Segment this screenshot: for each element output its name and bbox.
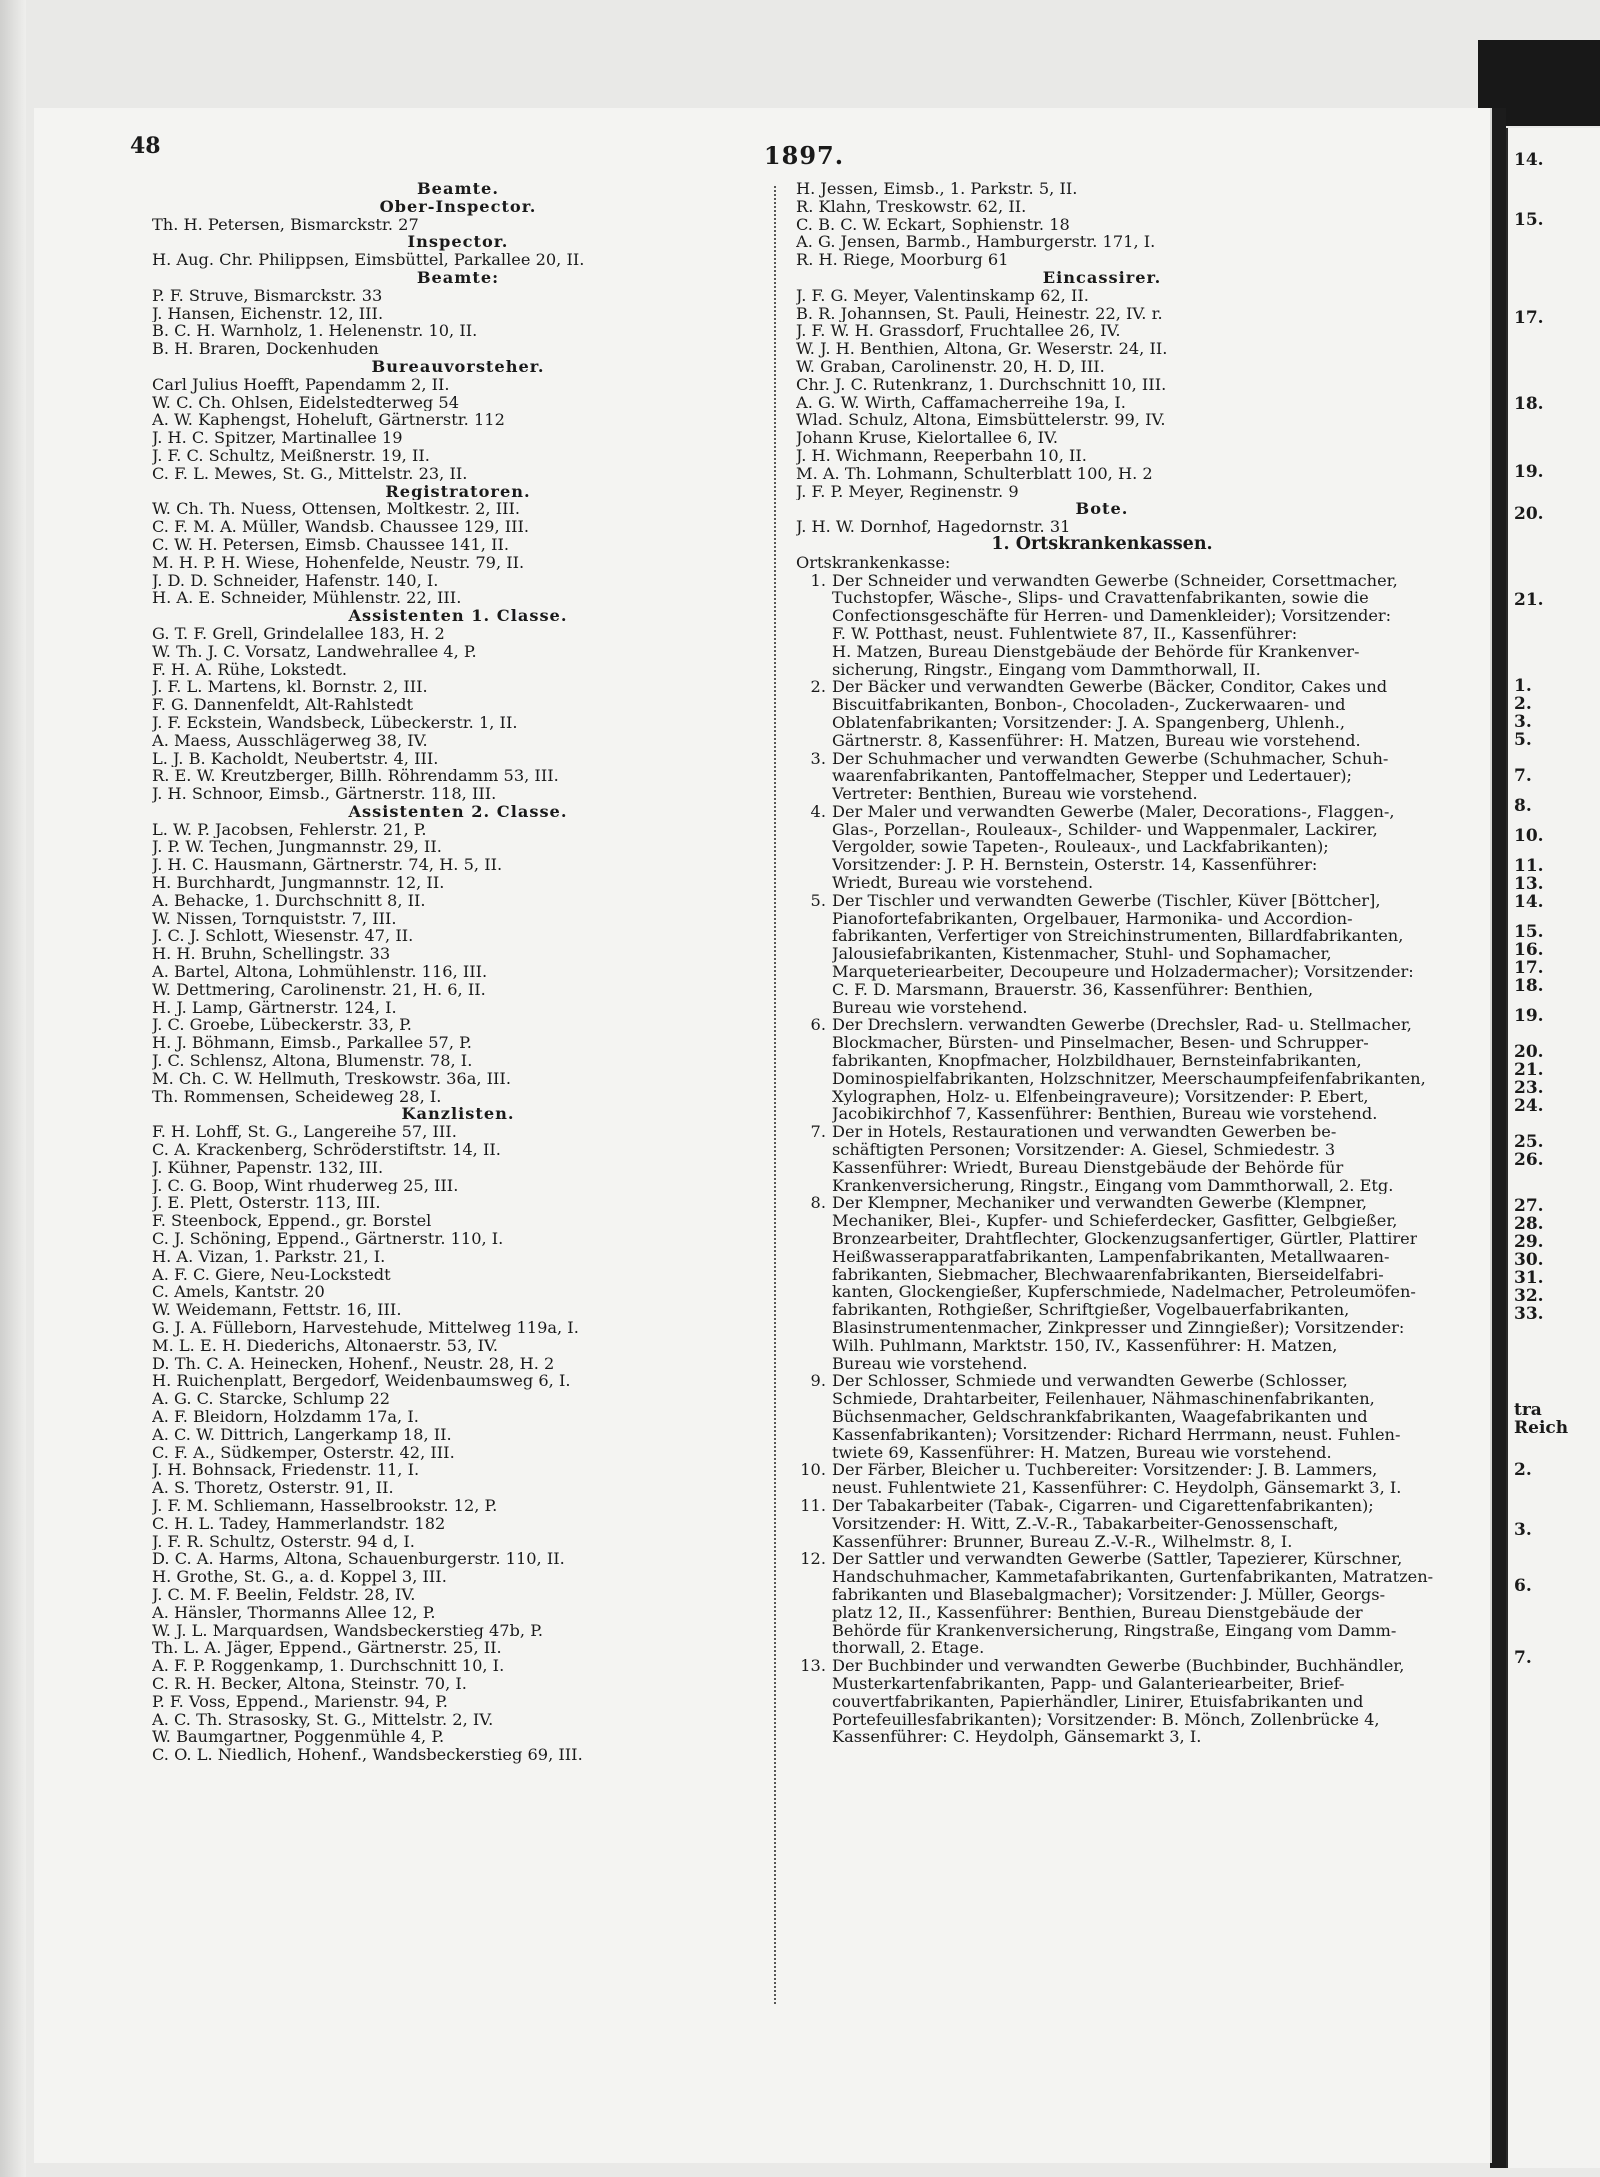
entry-line: Wriedt, Bureau wie vorstehend. — [832, 874, 1094, 892]
directory-line: B. H. Braren, Dockenhuden — [152, 340, 379, 358]
entry-line: Der Maler und verwandten Gewerbe (Maler, Decorations-, Flaggen-, — [832, 802, 1395, 821]
krankenkasse-entry — [796, 1193, 1418, 1373]
entry-number: 11. — [800, 1495, 826, 1515]
adjacent-page-fragment: 28. — [1514, 1214, 1544, 1234]
directory-line: H. Burchhardt, Jungmannstr. 12, II. — [152, 874, 445, 892]
adjacent-page-fragment: 23. — [1514, 1078, 1544, 1098]
entry-line: C. F. D. Marsmann, Brauerstr. 36, Kassenführer: Benthien, — [832, 980, 1314, 999]
section-heading: Eincassirer. — [1042, 268, 1162, 287]
directory-line: M. H. P. H. Wiese, Hohenfelde, Neustr. 79, II. — [152, 553, 525, 572]
entry-text — [832, 1194, 1417, 1372]
directory-line: Johann Kruse, Kielortallee 6, IV. — [796, 429, 1059, 447]
directory-line: C. B. C. W. Eckart, Sophienstr. 18 — [796, 215, 1070, 234]
krankenkasse-entry — [796, 1015, 1426, 1124]
krankenkasse-entry — [796, 1497, 1408, 1550]
entry-line: Vorsitzender: H. Witt, Z.-V.-R., Tabakarbeiter-Genossenschaft, — [832, 1514, 1339, 1533]
directory-line: J. F. G. Meyer, Valentinskamp 62, II. — [796, 286, 1089, 305]
directory-line: J. F. Eckstein, Wandsbeck, Lübeckerstr. 1, II. — [152, 713, 518, 732]
directory-line: J. C. J. Schlott, Wiesenstr. 47, II. — [152, 927, 414, 946]
entry-line: Der Tabakarbeiter (Tabak-, Cigarren- und Cigarettenfabrikanten); — [832, 1496, 1374, 1515]
adjacent-page-fragment: 14. — [1514, 150, 1544, 170]
section-heading: Ober-Inspector. — [379, 197, 537, 216]
directory-line: C. W. H. Petersen, Eimsb. Chaussee 141, II. — [152, 535, 510, 554]
entry-number: 7. — [810, 1122, 826, 1142]
adjacent-page-fragment: 15. — [1514, 210, 1544, 230]
entry-line: Oblatenfabrikanten; Vorsitzender: J. A. Spangenberg, Uhlenh., — [832, 713, 1346, 732]
entry-number: 1. — [810, 570, 826, 590]
adjacent-page-fragment: 20. — [1514, 504, 1544, 524]
entry-line: Der Sattler und verwandten Gewerbe (Sattler, Tapezierer, Kürschner, — [832, 1550, 1403, 1569]
adjacent-page-fragment: 31. — [1514, 1268, 1544, 1288]
entry-line: Der Buchbinder und verwandten Gewerbe (Buchbinder, Buchhändler, — [832, 1657, 1405, 1675]
krankenkasse-entry — [796, 1657, 1408, 1746]
entry-line: schäftigten Personen; Vorsitzender: A. Giesel, Schmiedestr. 3 — [832, 1141, 1336, 1159]
entry-number: 8. — [810, 1193, 826, 1213]
entry-text — [832, 1550, 1433, 1657]
directory-line: Th. L. A. Jäger, Eppend., Gärtnerstr. 25, II. — [152, 1639, 502, 1658]
directory-line: C. J. Schöning, Eppend., Gärtnerstr. 110, I. — [152, 1230, 504, 1248]
entry-number: 10. — [800, 1460, 826, 1480]
directory-line: D. Th. C. A. Heinecken, Hohenf., Neustr. 28, H. 2 — [152, 1354, 555, 1373]
directory-line: D. C. A. Harms, Altona, Schauenburgerstr. 110, II. — [152, 1550, 565, 1569]
section-heading: Registratoren. — [385, 482, 531, 501]
directory-line: R. Klahn, Treskowstr. 62, II. — [796, 197, 1027, 216]
adjacent-page-fragment: 15. — [1514, 922, 1544, 942]
adjacent-page-fragment: 5. — [1514, 730, 1532, 750]
adjacent-page-fragment: 2. — [1514, 1460, 1532, 1480]
adjacent-page-fragment: 26. — [1514, 1150, 1544, 1170]
entry-line: platz 12, II., Kassenführer: Benthien, Bureau Dienstgebäude der — [832, 1603, 1363, 1622]
directory-line: A. Hänsler, Thormanns Allee 12, P. — [152, 1603, 436, 1622]
entry-line: Xylographen, Holz- u. Elfenbeingraveure); Vorsitzender: P. Ebert, — [832, 1087, 1369, 1106]
directory-line: H. A. E. Schneider, Mühlenstr. 22, III. — [152, 589, 462, 608]
entry-line: H. Matzen, Bureau Dienstgebäude der Behörde für Krankenver- — [832, 642, 1360, 661]
adjacent-page-fragment: 8. — [1514, 796, 1532, 816]
directory-line: C. O. L. Niedlich, Hohenf., Wandsbeckerstieg 69, III. — [152, 1746, 583, 1764]
adjacent-page-fragment: 18. — [1514, 394, 1544, 414]
directory-line: A. G. W. Wirth, Caffamacherreihe 19a, I. — [796, 393, 1126, 412]
entry-line: Vergolder, sowie Tapeten-, Rouleaux-, und Lackfabrikanten); — [832, 838, 1329, 857]
directory-line: W. C. Ch. Ohlsen, Eidelstedterweg 54 — [152, 393, 460, 412]
directory-line: Ortskrankenkasse: — [796, 553, 951, 572]
directory-line: J. Hansen, Eichenstr. 12, III. — [152, 304, 384, 323]
krankenkasse-entry — [796, 1372, 1408, 1461]
krankenkasse-entry — [796, 890, 1414, 1017]
entry-text — [832, 1497, 1408, 1550]
entry-line: fabrikanten und Blasebalgmacher); Vorsitzender: J. Müller, Georgs- — [832, 1585, 1386, 1604]
entry-number: 12. — [800, 1549, 826, 1569]
directory-line: A. G. C. Starcke, Schlump 22 — [152, 1390, 391, 1408]
adjacent-page-fragment: 3. — [1514, 712, 1532, 732]
entry-line: neust. Fuhlentwiete 21, Kassenführer: C. Heydolph, Gänsemarkt 3, I. — [832, 1479, 1402, 1497]
directory-line: J. H. Bohnsack, Friedenstr. 11, I. — [152, 1461, 420, 1480]
adjacent-page-fragment: 6. — [1514, 1576, 1532, 1596]
directory-line: C. R. H. Becker, Altona, Steinstr. 70, I. — [152, 1674, 467, 1693]
entry-text — [832, 1461, 1408, 1497]
entry-line: Der Schuhmacher und verwandten Gewerbe (Schuhmacher, Schuh- — [832, 749, 1389, 768]
entry-line: F. W. Potthast, neust. Fuhlentwiete 87, II., Kassenführer: — [832, 624, 1298, 643]
adjacent-page-fragment: 18. — [1514, 976, 1544, 996]
entry-line: Heißwasserapparatfabrikanten, Lampenfabrikanten, Metallwaaren- — [832, 1247, 1390, 1266]
krankenkasse-entry — [796, 803, 1408, 892]
column-divider — [774, 186, 776, 2004]
directory-line: A. F. P. Roggenkamp, 1. Durchschnitt 10, I. — [152, 1657, 505, 1675]
entry-line: Biscuitfabrikanten, Bonbon-, Chocoladen-, Zuckerwaaren- und — [832, 696, 1346, 714]
directory-line: A. F. C. Giere, Neu-Lockstedt — [152, 1265, 391, 1284]
entry-line: Glas-, Porzellan-, Rouleaux-, Schilder- und Wappenmaler, Lackirer, — [832, 820, 1378, 839]
directory-line: J. F. W. H. Grassdorf, Fruchtallee 26, IV. — [796, 322, 1121, 341]
directory-line: B. C. H. Warnholz, 1. Helenenstr. 10, II. — [152, 322, 478, 341]
directory-line: W. Ch. Th. Nuess, Ottensen, Moltkestr. 2, III. — [152, 500, 521, 519]
entry-number: 5. — [810, 890, 826, 910]
directory-line: F. H. A. Rühe, Lokstedt. — [152, 660, 348, 679]
entry-line: fabrikanten, Verfertiger von Streichinstrumenten, Billardfabrikanten, — [832, 927, 1404, 946]
adjacent-page-fragment: 19. — [1514, 462, 1544, 482]
directory-line: J. F. C. Schultz, Meißnerstr. 19, II. — [152, 446, 430, 465]
right-column — [796, 180, 1434, 1747]
directory-line: A. F. Bleidorn, Holzdamm 17a, I. — [152, 1407, 419, 1426]
adjacent-page-fragment: 7. — [1514, 766, 1532, 786]
directory-line: J. H. C. Hausmann, Gärtnerstr. 74, H. 5, II. — [152, 856, 503, 875]
directory-line: L. W. P. Jacobsen, Fehlerstr. 21, P. — [152, 820, 427, 839]
section-heading: Assistenten 2. Classe. — [348, 802, 568, 821]
adjacent-page-fragment: 17. — [1514, 958, 1544, 978]
directory-line: P. F. Struve, Bismarckstr. 33 — [152, 286, 383, 305]
directory-line: J. H. Wichmann, Reeperbahn 10, II. — [796, 446, 1087, 465]
krankenkasse-entry — [796, 572, 1408, 679]
directory-line: J. H. C. Spitzer, Martinallee 19 — [152, 429, 403, 447]
directory-line: J. F. R. Schultz, Osterstr. 94 d, I. — [152, 1532, 415, 1551]
section-heading: Bote. — [1075, 500, 1129, 519]
directory-line: W. J. H. Benthien, Altona, Gr. Weserstr. 24, II. — [796, 340, 1168, 358]
directory-line: J. E. Plett, Osterstr. 113, III. — [152, 1194, 381, 1213]
directory-line: A. W. Kaphengst, Hoheluft, Gärtnerstr. 112 — [152, 411, 505, 430]
directory-line: C. Amels, Kantstr. 20 — [152, 1283, 325, 1302]
book-gutter — [1490, 108, 1506, 2168]
directory-line: A. Bartel, Altona, Lohmühlenstr. 116, III. — [152, 963, 488, 981]
section-heading: Kanzlisten. — [401, 1105, 515, 1124]
entry-number: 6. — [810, 1015, 826, 1035]
entry-line: Wilh. Puhlmann, Marktstr. 150, IV., Kassenführer: H. Matzen, — [832, 1336, 1338, 1355]
directory-line: Th. H. Petersen, Bismarckstr. 27 — [152, 215, 419, 234]
adjacent-page-fragment: 2. — [1514, 694, 1532, 714]
directory-line: H. Jessen, Eimsb., 1. Parkstr. 5, II. — [796, 180, 1078, 198]
directory-line: F. H. Lohff, St. G., Langereihe 57, III. — [152, 1123, 457, 1142]
entry-line: Der Schneider und verwandten Gewerbe (Schneider, Corsettmacher, — [832, 571, 1398, 590]
directory-line: H. A. Vizan, 1. Parkstr. 21, I. — [152, 1247, 386, 1266]
section-heading: Assistenten 1. Classe. — [348, 607, 568, 625]
adjacent-page-fragment: 27. — [1514, 1196, 1544, 1216]
adjacent-page-fragment: 3. — [1514, 1520, 1532, 1540]
directory-line: P. F. Voss, Eppend., Marienstr. 94, P. — [152, 1692, 448, 1711]
section-heading: Inspector. — [407, 233, 509, 252]
page-year-heading: 1897. — [763, 141, 845, 170]
adjacent-page-fragment: 19. — [1514, 1006, 1544, 1026]
directory-line: M. A. Th. Lohmann, Schulterblatt 100, H. 2 — [796, 464, 1153, 483]
entry-line: Jalousiefabrikanten, Kistenmacher, Stuhl- und Sophamacher, — [832, 945, 1332, 964]
directory-line: J. H. Schnoor, Eimsb., Gärtnerstr. 118, III. — [152, 785, 497, 803]
entry-line: Bureau wie vorstehend. — [832, 1354, 1028, 1373]
adjacent-page-fragment: 13. — [1514, 874, 1544, 894]
entry-line: Krankenversicherung, Ringstr., Eingang vom Dammthorwall, 2. Etg. — [832, 1176, 1394, 1195]
adjacent-page-fragment: 30. — [1514, 1250, 1544, 1270]
entry-line: Der Klempner, Mechaniker und verwandten Gewerbe (Klempner, — [832, 1194, 1367, 1213]
entry-line: Bureau wie vorstehend. — [832, 998, 1028, 1017]
entry-text — [832, 1016, 1426, 1123]
directory-line: C. F. A., Südkemper, Osterstr. 42, III. — [152, 1443, 455, 1462]
entry-line: fabrikanten, Siebmacher, Blechwaarenfabrikanten, Bierseidelfabri- — [832, 1265, 1384, 1284]
entry-line: Der Bäcker und verwandten Gewerbe (Bäcker, Conditor, Cakes und — [832, 678, 1388, 697]
entry-line: Blasinstrumentenmacher, Zinkpresser und Zinngießer); Vorsitzender: — [832, 1319, 1405, 1337]
entry-line: fabrikanten, Knopfmacher, Holzbildhauer, Bernsteinfabrikanten, — [832, 1052, 1362, 1070]
entry-number: 13. — [800, 1656, 826, 1676]
entry-line: Jacobikirchhof 7, Kassenführer: Benthien, Bureau wie vorstehend. — [832, 1105, 1378, 1124]
directory-line: J. F. P. Meyer, Reginenstr. 9 — [796, 482, 1019, 501]
entry-number: 9. — [810, 1371, 826, 1391]
adjacent-page-fragment: 20. — [1514, 1042, 1544, 1062]
entry-number: 3. — [810, 748, 826, 768]
page-number: 48 — [130, 133, 161, 159]
entry-line: twiete 69, Kassenführer: H. Matzen, Bureau wie vorstehend. — [832, 1443, 1332, 1462]
entry-number: 2. — [810, 677, 826, 697]
entry-line: Der Färber, Bleicher u. Tuchbereiter: Vorsitzender: J. B. Lammers, — [832, 1461, 1378, 1480]
entry-text — [832, 1372, 1408, 1461]
adjacent-page-fragment: 25. — [1514, 1132, 1544, 1152]
section-heading: Beamte. — [416, 180, 499, 198]
adjacent-page-fragment: 10. — [1514, 826, 1544, 846]
directory-line: F. Steenbock, Eppend., gr. Borstel — [152, 1212, 432, 1231]
directory-line: Carl Julius Hoefft, Papendamm 2, II. — [152, 375, 450, 394]
directory-line: J. C. M. F. Beelin, Feldstr. 28, IV. — [152, 1585, 416, 1604]
directory-line: R. H. Riege, Moorburg 61 — [796, 251, 1009, 269]
entry-line: Dominospielfabrikanten, Holzschnitzer, Meerschaumpfeifenfabrikanten, — [832, 1069, 1426, 1088]
adjacent-page-fragment: 21. — [1514, 1060, 1544, 1080]
entry-line: Portefeuillesfabrikanten); Vorsitzender: B. Mönch, Zollenbrücke 4, — [832, 1710, 1380, 1729]
entry-line: Tuchstopfer, Wäsche-, Slips- und Cravattenfabrikanten, sowie die — [832, 589, 1369, 608]
directory-line: A. C. Th. Strasosky, St. G., Mittelstr. 2, IV. — [152, 1710, 494, 1729]
entry-line: Marqueteriearbeiter, Decoupeure und Holzadermacher); Vorsitzender: — [832, 963, 1414, 981]
directory-line: L. J. B. Kacholdt, Neubertstr. 4, III. — [152, 749, 439, 768]
directory-line: H. Grothe, St. G., a. d. Koppel 3, III. — [152, 1568, 447, 1586]
directory-line: Th. Rommensen, Scheideweg 28, I. — [152, 1087, 442, 1106]
krankenkasse-entry — [796, 1123, 1408, 1194]
krankenkasse-entry — [796, 1461, 1408, 1497]
krankenkasse-entry — [796, 1549, 1434, 1658]
directory-line: H. Aug. Chr. Philippsen, Eimsbüttel, Parkallee 20, II. — [152, 251, 585, 269]
adjacent-page-fragment: 11. — [1514, 856, 1544, 876]
entry-line: Confectionsgeschäfte für Herren- und Damenkleider); Vorsitzender: — [832, 607, 1392, 625]
adjacent-page-fragment: tra — [1514, 1400, 1542, 1420]
entry-line: couvertfabrikanten, Papierhändler, Linirer, Etuisfabrikanten und — [832, 1692, 1364, 1711]
directory-line: H. J. Lamp, Gärtnerstr. 124, I. — [152, 998, 397, 1017]
entry-line: Der in Hotels, Restaurationen und verwandten Gewerben be- — [832, 1123, 1337, 1142]
directory-line: C. H. L. Tadey, Hammerlandstr. 182 — [152, 1514, 446, 1533]
directory-line: F. G. Dannenfeldt, Alt-Rahlstedt — [152, 696, 413, 714]
entry-line: waarenfabrikanten, Pantoffelmacher, Stepper und Ledertauer); — [832, 767, 1352, 786]
entry-line: Der Drechslern. verwandten Gewerbe (Drechsler, Rad- u. Stellmacher, — [832, 1016, 1412, 1035]
section-heading: 1. Ortskrankenkassen. — [991, 535, 1213, 554]
left-column — [152, 180, 764, 1764]
directory-line: H. H. Bruhn, Schellingstr. 33 — [152, 945, 391, 964]
directory-line: M. Ch. C. W. Hellmuth, Treskowstr. 36a, III. — [152, 1069, 511, 1088]
entry-line: Gärtnerstr. 8, Kassenführer: H. Matzen, Bureau wie vorstehend. — [832, 731, 1361, 750]
krankenkasse-entry — [796, 750, 1408, 803]
directory-line: W. Nissen, Tornquiststr. 7, III. — [152, 909, 397, 928]
entry-text — [832, 1123, 1408, 1194]
adjacent-page-fragment: 14. — [1514, 892, 1544, 912]
directory-line: J. C. Groebe, Lübeckerstr. 33, P. — [152, 1016, 412, 1035]
directory-line: G. T. F. Grell, Grindelallee 183, H. 2 — [152, 624, 445, 643]
entry-line: Blockmacher, Bürsten- und Pinselmacher, Besen- und Schrupper- — [832, 1034, 1369, 1053]
entry-text — [832, 1657, 1408, 1746]
entry-line: kanten, Glockengießer, Kupferschmiede, Nadelmacher, Petroleumöfen- — [832, 1283, 1416, 1302]
entry-line: Pianofortefabrikanten, Orgelbauer, Harmonika- und Accordion- — [832, 909, 1353, 928]
directory-line: M. L. E. H. Diederichs, Altonaerstr. 53, IV. — [152, 1336, 498, 1355]
section-heading: Beamte: — [416, 268, 500, 287]
entry-line: sicherung, Ringstr., Eingang vom Dammthorwall, II. — [832, 660, 1261, 679]
directory-line: W. Weidemann, Fettstr. 16, III. — [152, 1301, 402, 1319]
entry-text — [832, 750, 1408, 803]
directory-line: H. J. Böhmann, Eimsb., Parkallee 57, P. — [152, 1034, 472, 1053]
directory-line: J. D. D. Schneider, Hafenstr. 140, I. — [152, 571, 439, 590]
entry-line: thorwall, 2. Etage. — [832, 1639, 985, 1658]
directory-line: J. F. L. Martens, kl. Bornstr. 2, III. — [152, 678, 428, 697]
directory-line: W. Graban, Carolinenstr. 20, H. D, III. — [796, 357, 1105, 376]
entry-line: Büchsenmacher, Geldschrankfabrikanten, Waagefabrikanten und — [832, 1407, 1368, 1426]
entry-line: Bronzearbeiter, Drahtflechter, Glockenzugsanfertiger, Gürtler, Plattirer — [832, 1230, 1418, 1248]
directory-line: A. C. W. Dittrich, Langerkamp 18, II. — [152, 1425, 452, 1444]
adjacent-page-fragment: 32. — [1514, 1286, 1544, 1306]
entry-line: Der Schlosser, Schmiede und verwandten Gewerbe (Schlosser, — [832, 1372, 1348, 1391]
entry-line: Kassenführer: Brunner, Bureau Z.-V.-R., Wilhelmstr. 8, I. — [832, 1532, 1293, 1551]
directory-line: B. R. Johannsen, St. Pauli, Heinestr. 22, IV. r. — [796, 304, 1163, 323]
entry-line: Kassenführer: Wriedt, Bureau Dienstgebäude der Behörde für — [832, 1158, 1344, 1177]
adjacent-page-fragment: 21. — [1514, 590, 1544, 610]
scan-background — [0, 0, 26, 2177]
directory-line: A. Behacke, 1. Durchschnitt 8, II. — [152, 891, 426, 910]
directory-line: W. Th. J. C. Vorsatz, Landwehrallee 4, P. — [152, 642, 477, 661]
directory-line: C. F. M. A. Müller, Wandsb. Chaussee 129, III. — [152, 518, 530, 536]
section-heading: Bureauvorsteher. — [371, 357, 545, 376]
adjacent-page-fragment: Reich — [1514, 1418, 1569, 1438]
entry-line: Musterkartenfabrikanten, Papp- und Galanteriearbeiter, Brief- — [832, 1674, 1345, 1693]
entry-line: Behörde für Krankenversicherung, Ringstraße, Eingang vom Damm- — [832, 1621, 1397, 1640]
entry-line: Vertreter: Benthien, Bureau wie vorstehend. — [832, 785, 1198, 803]
directory-line: A. Maess, Ausschlägerweg 38, IV. — [152, 731, 428, 750]
directory-line: W. Dettmering, Carolinenstr. 21, H. 6, II. — [152, 980, 486, 999]
directory-line: W. Baumgartner, Poggenmühle 4, P. — [152, 1728, 445, 1747]
adjacent-page-fragment: 24. — [1514, 1096, 1544, 1116]
adjacent-page-fragment: 1. — [1514, 676, 1532, 696]
adjacent-page-fragment: 17. — [1514, 308, 1544, 328]
adjacent-page-fragment: 29. — [1514, 1232, 1544, 1252]
entry-line: Handschuhmacher, Kammetafabrikanten, Gurtenfabrikanten, Matratzen- — [832, 1568, 1434, 1586]
directory-line: H. Ruichenplatt, Bergedorf, Weidenbaumsweg 6, I. — [152, 1372, 571, 1391]
directory-line: Wlad. Schulz, Altona, Eimsbüttelerstr. 99, IV. — [796, 411, 1166, 430]
directory-line: J. P. W. Techen, Jungmannstr. 29, II. — [152, 838, 442, 857]
entry-text — [832, 803, 1408, 892]
entry-line: Schmiede, Drahtarbeiter, Feilenhauer, Nähmaschinenfabrikanten, — [832, 1390, 1375, 1408]
directory-line: Chr. J. C. Rutenkranz, 1. Durchschnitt 10, III. — [796, 375, 1167, 394]
directory-line: A. G. Jensen, Barmb., Hamburgerstr. 171, I. — [796, 233, 1156, 252]
entry-line: Mechaniker, Blei-, Kupfer- und Schieferdecker, Gasfitter, Gelbgießer, — [832, 1212, 1398, 1231]
entry-line: Vorsitzender: J. P. H. Bernstein, Osterstr. 14, Kassenführer: — [832, 856, 1318, 875]
directory-line: R. E. W. Kreutzberger, Billh. Röhrendamm 53, III. — [152, 767, 559, 786]
directory-line: J. Kühner, Papenstr. 132, III. — [152, 1158, 384, 1177]
directory-line: J. C. Schlensz, Altona, Blumenstr. 78, I. — [152, 1052, 473, 1070]
directory-line: J. C. G. Boop, Wint rhuderweg 25, III. — [152, 1176, 459, 1195]
directory-line: W. J. L. Marquardsen, Wandsbeckerstieg 47b, P. — [152, 1621, 543, 1640]
entry-text — [832, 572, 1408, 679]
entry-line: Kassenfabrikanten); Vorsitzender: Richard Herrmann, neust. Fuhlen- — [832, 1425, 1401, 1444]
directory-line: A. S. Thoretz, Osterstr. 91, II. — [152, 1479, 394, 1497]
adjacent-page-fragment: 33. — [1514, 1304, 1544, 1324]
entry-text — [832, 678, 1408, 749]
adjacent-page-edge — [1506, 128, 1600, 2168]
directory-line: C. A. Krackenberg, Schröderstiftstr. 14, II. — [152, 1141, 501, 1159]
entry-number: 4. — [810, 801, 826, 821]
entry-line: fabrikanten, Rothgießer, Schriftgießer, Vogelbauerfabrikanten, — [832, 1301, 1350, 1319]
directory-line: G. J. A. Fülleborn, Harvestehude, Mittelweg 119a, I. — [152, 1319, 579, 1337]
directory-line: J. H. W. Dornhof, Hagedornstr. 31 — [796, 518, 1071, 536]
directory-line: J. F. M. Schliemann, Hasselbrookstr. 12, P. — [152, 1496, 498, 1515]
directory-line: C. F. L. Mewes, St. G., Mittelstr. 23, II. — [152, 464, 468, 483]
entry-text — [832, 892, 1414, 1017]
krankenkasse-entry — [796, 678, 1408, 749]
adjacent-page-fragment: 7. — [1514, 1648, 1532, 1668]
entry-line: Kassenführer: C. Heydolph, Gänsemarkt 3, I. — [832, 1728, 1202, 1747]
entry-line: Der Tischler und verwandten Gewerbe (Tischler, Küver [Böttcher], — [832, 891, 1381, 910]
adjacent-page-fragment: 16. — [1514, 940, 1544, 960]
